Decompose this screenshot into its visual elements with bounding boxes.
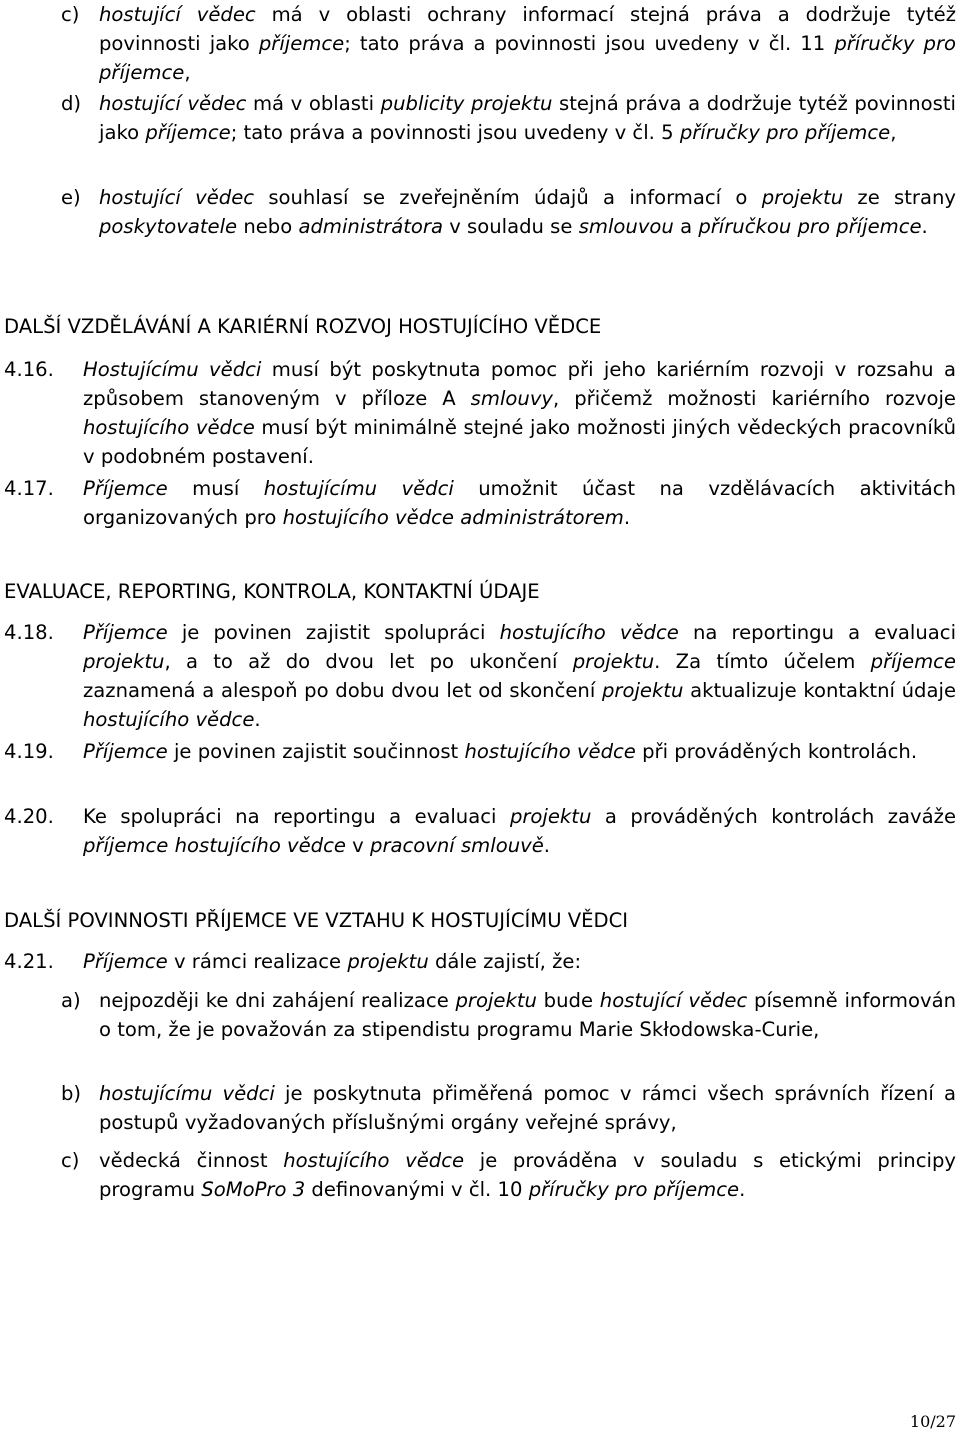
list-item-text: hostující vědec má v oblasti ochrany informací stejná práva a dodržuje tytéž povinnosti jako příjemce; tato práva a povinnosti jsou uvedeny v čl. 11 příručky pro příjemce, <box>99 3 956 84</box>
paragraph-text: Ke spolupráci na reportingu a evaluaci projektu a prováděných kontrolách zaváže příjemce hostujícího vědce v pracovní smlouvě. <box>83 805 956 857</box>
list-item-text: nejpozději ke dni zahájení realizace projektu bude hostující vědec písemně informován o tom, že je považován za stipendistu programu Marie Skłodowska-Curie, <box>99 989 957 1041</box>
paragraph-text: Příjemce v rámci realizace projektu dále zajistí, že: <box>83 950 582 973</box>
page-number: 10/27 <box>909 1412 956 1431</box>
list-item-d-top <box>0 89 956 147</box>
list-item-label: a) <box>61 989 81 1012</box>
paragraph-number: 4.20. <box>4 805 54 828</box>
paragraph-4-20 <box>4 802 956 860</box>
list-item-text: hostující vědec má v oblasti publicity projektu stejná práva a dodržuje tytéž povinnosti jako příjemce; tato práva a povinnosti jsou uvedeny v čl. 5 příručky pro příjemce, <box>99 92 956 144</box>
paragraph-text: Příjemce je povinen zajistit součinnost hostujícího vědce při prováděných kontrolách. <box>83 740 918 763</box>
list-item-text: vědecká činnost hostujícího vědce je prováděna v souladu s etickými principy programu SoMoPro 3 definovanými v čl. 10 příručky pro příjemce. <box>99 1149 956 1201</box>
paragraph-text: Příjemce musí hostujícímu vědci umožnit účast na vzdělávacích aktivitách organizovaných pro hostujícího vědce administrátorem. <box>83 477 956 529</box>
list-item-c-top <box>0 0 956 87</box>
paragraph-4-16 <box>4 355 956 471</box>
list-item-label: d) <box>61 92 82 115</box>
list-item-e-top <box>0 183 956 241</box>
paragraph-4-18 <box>4 618 956 734</box>
paragraph-4-21 <box>4 947 956 976</box>
section-heading-obligations: DALŠÍ POVINNOSTI PŘÍJEMCE VE VZTAHU K HOSTUJÍCÍMU VĚDCI <box>4 909 629 932</box>
section-heading-career: DALŠÍ VZDĚLÁVÁNÍ A KARIÉRNÍ ROZVOJ HOSTUJÍCÍHO VĚDCE <box>4 315 602 338</box>
list-item-label: e) <box>61 186 81 209</box>
paragraph-number: 4.19. <box>4 740 54 763</box>
list-item-text: hostujícímu vědci je poskytnuta přiměřená pomoc v rámci všech správních řízení a postupů vyžadovaných příslušnými orgány veřejné správy, <box>99 1082 957 1134</box>
list-item-label: b) <box>61 1082 82 1105</box>
section-heading-evaluation: EVALUACE, REPORTING, KONTROLA, KONTAKTNÍ ÚDAJE <box>4 580 540 603</box>
paragraph-number: 4.21. <box>4 950 54 973</box>
list-item-label: c) <box>61 1149 80 1172</box>
list-item-b-bottom <box>0 1079 956 1137</box>
paragraph-text: Příjemce je povinen zajistit spolupráci hostujícího vědce na reportingu a evaluaci projektu, a to až do dvou let po ukončení projektu. Za tímto účelem příjemce zaznamená a alespoň po dobu dvou let od skončení projektu aktualizuje kontaktní údaje hostujícího vědce. <box>83 621 957 731</box>
paragraph-number: 4.16. <box>4 358 54 381</box>
list-item-text: hostující vědec souhlasí se zveřejněním údajů a informací o projektu ze strany poskytovatele nebo administrátora v souladu se smlouvou a příručkou pro příjemce. <box>99 186 957 238</box>
list-item-label: c) <box>61 3 80 26</box>
list-item-c-bottom <box>0 1146 956 1204</box>
paragraph-text: Hostujícímu vědci musí být poskytnuta pomoc při jeho kariérním rozvoji v rozsahu a způsobem stanoveným v příloze A smlouvy, přičemž možnosti kariérního rozvoje hostujícího vědce musí být minimálně stejné jako možnosti jiných vědeckých pracovníků v podobném postavení. <box>83 358 956 468</box>
paragraph-4-17 <box>4 474 956 532</box>
paragraph-number: 4.18. <box>4 621 54 644</box>
list-item-a-bottom <box>0 986 956 1044</box>
paragraph-4-19 <box>4 737 956 766</box>
paragraph-number: 4.17. <box>4 477 54 500</box>
